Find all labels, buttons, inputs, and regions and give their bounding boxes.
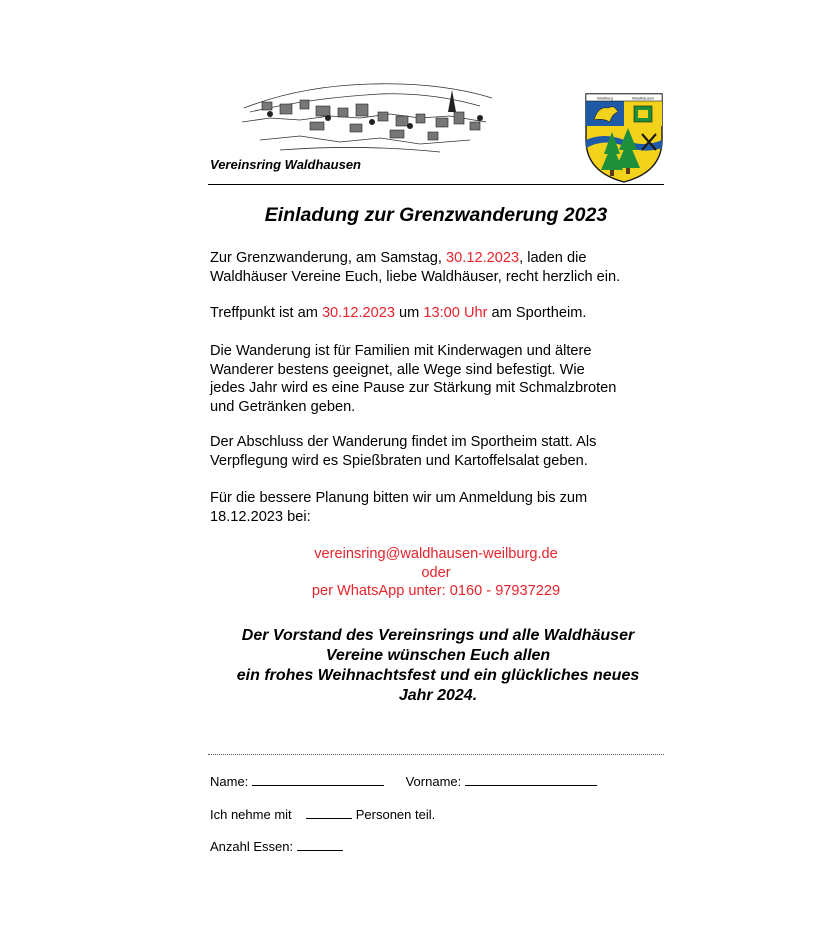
contact-email-link[interactable]: vereinsring@waldhausen-weilburg.de [314,546,558,562]
crest-banner-right: Waldhausen [631,95,655,101]
hike-line-4: und Getränken geben. [210,398,356,415]
registration-paragraph [210,489,680,526]
form-divider [208,754,664,755]
name-label: Name: [210,774,249,789]
persons-row [210,806,435,822]
meals-count-field[interactable] [297,838,343,851]
ending-line-2: Verpflegung wird es Spießbraten und Kartoffelsalat geben. [210,452,588,469]
closing-line-4: Jahr 2024. [398,687,478,704]
crest-banner-left: Weilburg [597,95,613,101]
closing-line-2: Vereine wünschen Euch allen [325,647,551,664]
intro-line-2: Waldhäuser Vereine Euch, liebe Waldhäuser, recht herzlich ein. [210,268,621,285]
hike-line-1: Die Wanderung ist für Familien mit Kinderwagen und ältere [210,343,592,359]
coat-of-arms-icon [584,92,664,184]
organization-name: Vereinsring Waldhausen [210,157,361,172]
vorname-field[interactable] [465,773,597,786]
name-row [210,773,597,789]
contact-or: oder [421,564,451,581]
persons-count-field[interactable] [306,806,352,819]
ending-paragraph [210,433,680,470]
closing-line-1: Der Vorstand des Vereinsrings und alle Waldhäuser [241,627,635,644]
meals-row [210,838,343,854]
closing-greeting [200,626,676,706]
meeting-point-paragraph [210,304,680,323]
registration-line-1: Für die bessere Planung bitten wir um Anmeldung bis zum [210,490,588,506]
meeting-time: 13:00 Uhr [423,305,488,321]
intro-date: 30.12.2023 [446,250,520,266]
hike-line-3: jedes Jahr wird es eine Pause zur Stärkung mit Schmalzbroten [210,380,617,396]
contact-whatsapp: per WhatsApp unter: 0160 - 97937229 [311,583,561,599]
name-field[interactable] [252,773,384,786]
meeting-text-mid: um [394,305,424,321]
hike-line-2: Wanderer bestens geeignet, alle Wege sind befestigt. Wie [210,361,585,378]
intro-paragraph [210,249,680,286]
village-sketch-image [240,78,496,156]
intro-text-start: Zur Grenzwanderung, am Samstag, [210,250,447,266]
registration-line-2: 18.12.2023 bei: [210,508,311,525]
contact-block [208,545,664,601]
closing-line-3: ein frohes Weihnachtsfest und ein glückliches neues [236,667,640,684]
intro-text-end: , laden die [519,250,587,266]
letterhead-divider [208,184,664,185]
ending-line-1: Der Abschluss der Wanderung findet im Sportheim statt. Als [210,434,597,450]
vorname-label: Vorname: [405,774,462,789]
meeting-text-start: Treffpunkt ist am [210,305,322,321]
persons-label-start: Ich nehme mit [210,807,292,822]
meals-label: Anzahl Essen: [210,839,294,854]
meeting-text-end: am Sportheim. [487,305,587,321]
page-title: Einladung zur Grenzwanderung 2023 [264,204,608,226]
hike-description-paragraph [210,342,680,416]
persons-label-end: Personen teil. [355,807,436,822]
meeting-date: 30.12.2023 [321,305,395,321]
